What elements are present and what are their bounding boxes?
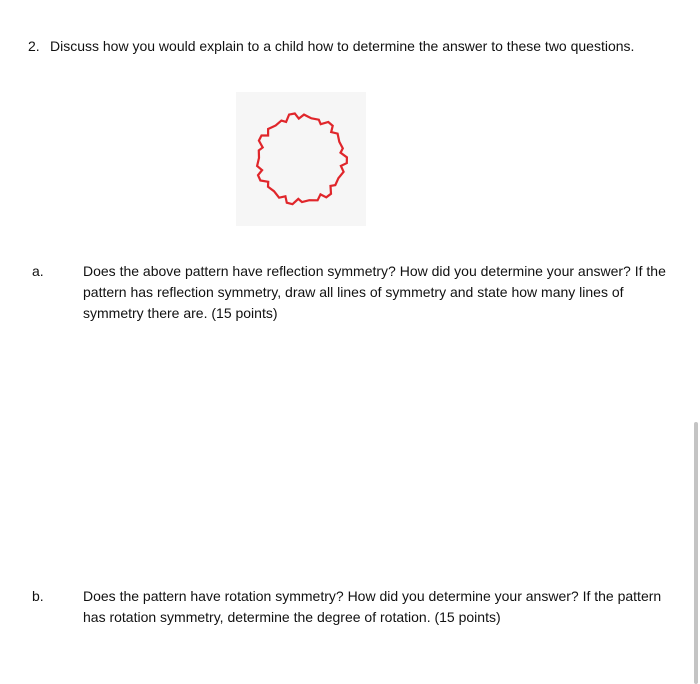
part-a-text: Does the above pattern have reflection symmetry? How did you determine your answer? If the pattern has reflection symmetry, draw all lines of symmetry and state how many lines of symmetry there are. (15 points) [83,263,666,321]
part-b-text: Does the pattern have rotation symmetry? How did you determine your answer? If the pattern has rotation symmetry, determine the degree of rotation. (15 points) [83,588,662,625]
pattern-figure [236,92,366,226]
question-heading [28,36,634,56]
part-b [32,586,682,636]
question-number: 2. [28,38,40,54]
part-b-letter: b. [32,588,44,604]
rotational-pattern-icon [236,92,366,226]
part-a [32,261,682,331]
part-a-letter: a. [32,263,44,279]
pattern-outline [257,114,347,205]
question-prompt: Discuss how you would explain to a child how to determine the answer to these two questions. [50,38,635,54]
vertical-scrollbar[interactable] [694,422,698,684]
